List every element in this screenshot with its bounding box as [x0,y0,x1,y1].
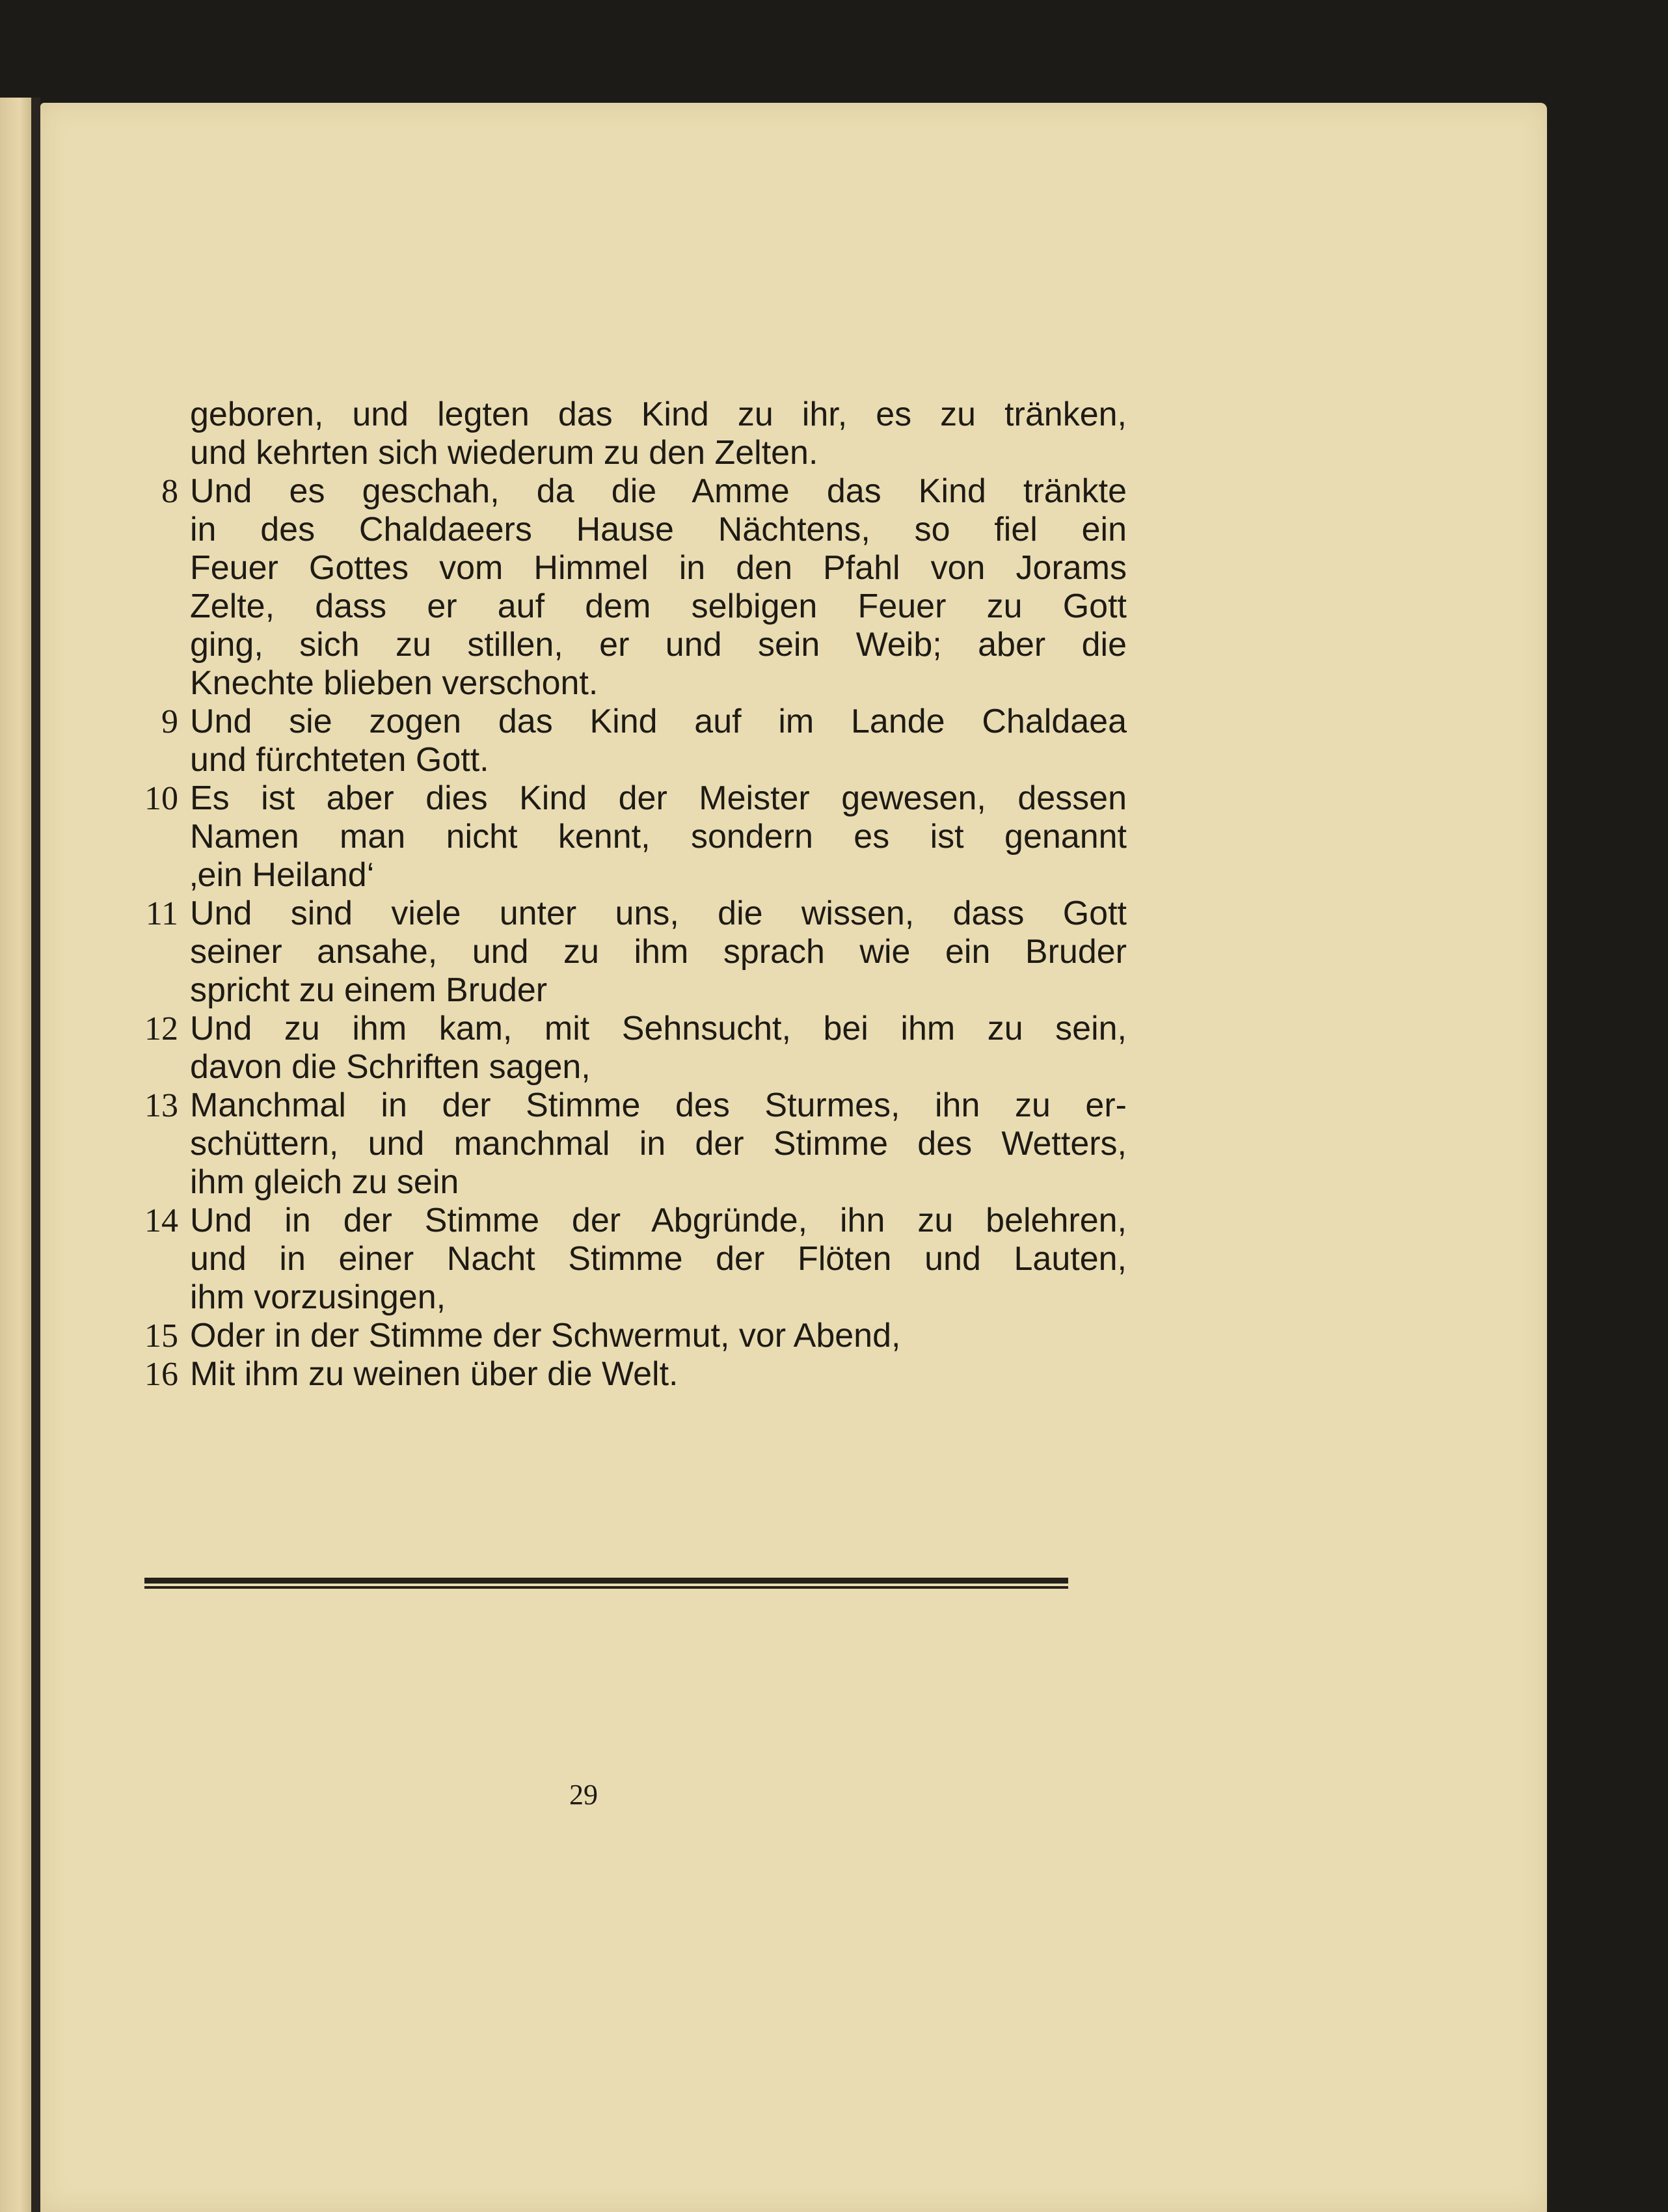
verse-lines [190,779,1127,895]
verse [118,703,1127,779]
verse-line: und in einer Nacht Stimme der Flöten und Lauten, [190,1240,1127,1278]
verse-line: Und es geschah, da die Amme das Kind tränkte [190,472,1127,510]
verse [118,1010,1127,1086]
left-page-edge [0,98,33,2212]
verse-line: ihm vorzusingen, [190,1278,446,1316]
verse-number: 10 [144,780,178,817]
verse-line: Und in der Stimme der Abgründe, ihn zu belehren, [190,1202,1127,1239]
end-rule-thin [144,1586,1068,1589]
verse-line: Feuer Gottes vom Himmel in den Pfahl von Jorams [190,549,1127,587]
verse-text-block [118,396,1127,1394]
verse-number: 15 [144,1317,178,1355]
end-rule-thick [144,1578,1068,1584]
verse-line: seiner ansahe, und zu ihm sprach wie ein Bruder [190,933,1127,971]
verse-line: geboren, und legten das Kind zu ihr, es zu tränken, [190,396,1127,433]
verse-line: und fürchteten Gott. [190,741,489,779]
verse-line: Und sie zogen das Kind auf im Lande Chaldaea [190,703,1127,740]
verse-line: Knechte blieben verschont. [190,664,599,702]
verse [118,1086,1127,1202]
verse-lines [190,1355,1127,1394]
verse-number: 8 [161,473,178,510]
verse-line: spricht zu einem Bruder [190,971,548,1009]
verse-lines [190,895,1127,1010]
verse-lines [190,1086,1127,1202]
verse [118,1355,1127,1394]
verse-number: 16 [144,1356,178,1393]
verse-line: schüttern, und manchmal in der Stimme des Wetters, [190,1125,1127,1163]
verse [118,472,1127,703]
verse-number: 11 [145,895,178,932]
book-page [40,103,1547,2212]
verse [118,1202,1127,1317]
verse-lines [190,1317,1127,1355]
verse-number: 13 [144,1087,178,1124]
page-number: 29 [569,1779,598,1811]
verse-lines [190,1202,1127,1317]
verse-line: Manchmal in der Stimme des Sturmes, ihn zu er- [190,1086,1127,1124]
verse-number: 12 [144,1010,178,1047]
verse-line: ging, sich zu stillen, er und sein Weib; aber die [190,626,1127,664]
verse-line: ihm gleich zu sein [190,1163,459,1201]
verse [118,895,1127,1010]
verse-line: Mit ihm zu weinen über die Welt. [190,1355,679,1393]
book-gutter [31,98,40,2212]
end-rule [144,1578,1068,1589]
verse-lines [190,472,1127,703]
verse-line: Und sind viele unter uns, die wissen, dass Gott [190,895,1127,932]
verse-lines [190,1010,1127,1086]
verse-line: Oder in der Stimme der Schwermut, vor Abend, [190,1317,901,1355]
verse-lines [190,396,1127,472]
verse [118,779,1127,895]
verse-number: 9 [161,703,178,740]
verse [118,396,1127,472]
verse-line: Und zu ihm kam, mit Sehnsucht, bei ihm zu sein, [190,1010,1127,1047]
verse-number: 14 [144,1202,178,1239]
verse-line: und kehrten sich wiederum zu den Zelten. [190,434,818,472]
verse-lines [190,703,1127,779]
verse-line: Namen man nicht kennt, sondern es ist genannt [190,818,1127,856]
verse-line: davon die Schriften sagen, [190,1048,591,1086]
verse [118,1317,1127,1355]
verse-line: Zelte, dass er auf dem selbigen Feuer zu Gott [190,587,1127,625]
verse-line: in des Chaldaeers Hause Nächtens, so fiel ein [190,511,1127,548]
verse-line: Es ist aber dies Kind der Meister gewesen, dessen [190,779,1127,817]
verse-line: ‚ein Heiland‘ [190,856,375,894]
